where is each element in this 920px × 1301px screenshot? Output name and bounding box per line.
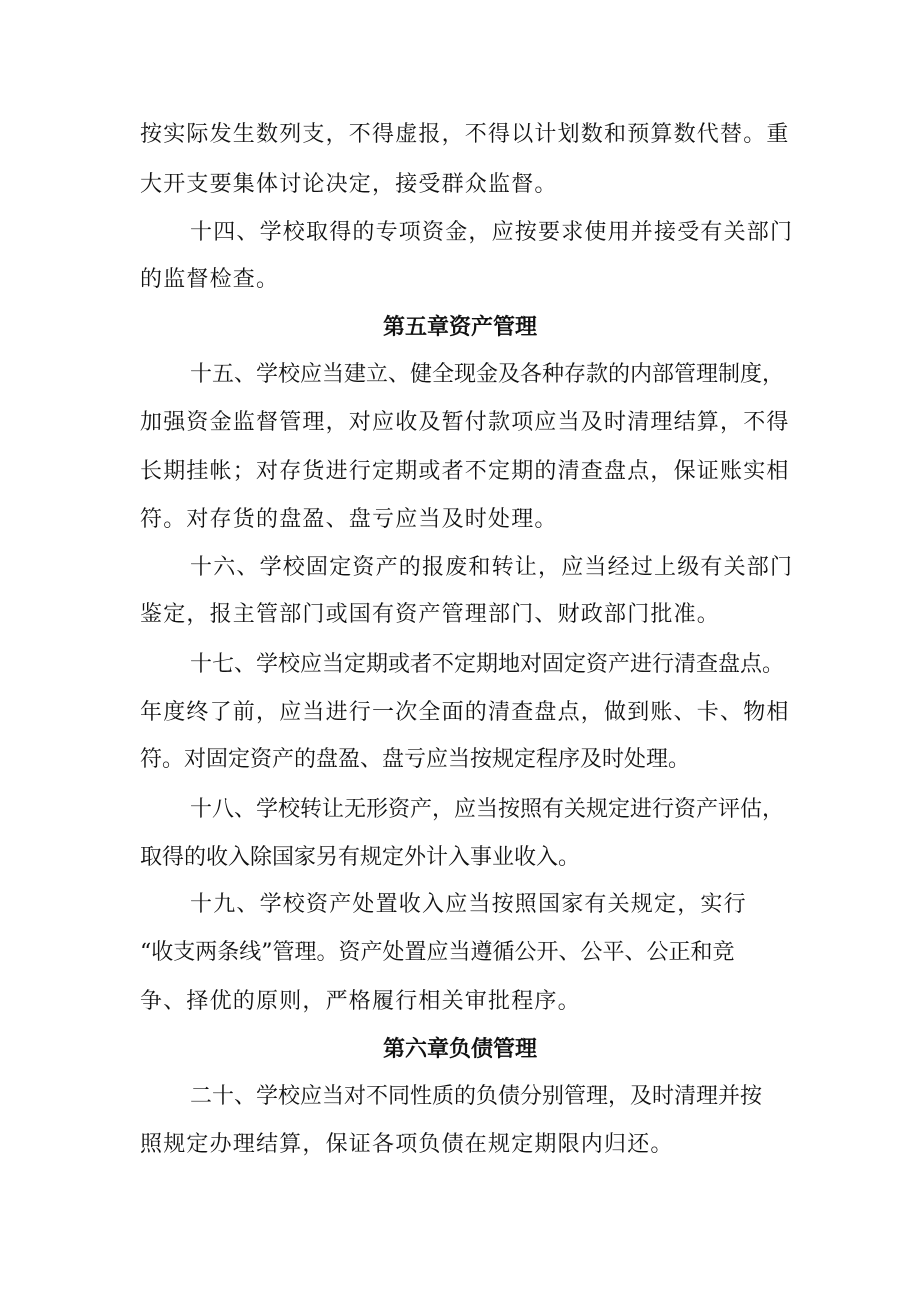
paragraph-line: 的监督检查。	[140, 267, 280, 292]
paragraph-line: 十六、学校固定资产的报废和转让，应当经过上级有关部门	[190, 555, 794, 580]
paragraph-line: 取得的收入除国家另有规定外计入事业收入。	[140, 845, 581, 870]
paragraph-line: 符。对存货的盘盈、盘亏应当及时处理。	[140, 507, 558, 532]
paragraph-line: 按实际发生数列支，不得虚报，不得以计划数和预算数代替。重	[140, 122, 790, 147]
chapter-heading: 第五章资产管理	[382, 315, 537, 340]
paragraph-line: 十九、学校资产处置收入应当按照国家有关规定，实行	[190, 892, 747, 917]
paragraph-line: 十八、学校转让无形资产，应当按照有关规定进行资产评估，	[190, 797, 785, 822]
paragraph-line: 十四、学校取得的专项资金，应按要求使用并接受有关部门	[190, 220, 794, 245]
chapter-heading: 第六章负债管理	[382, 1037, 537, 1062]
paragraph-line: 符。对固定资产的盘盈、盘亏应当按规定程序及时处理。	[140, 747, 691, 772]
paragraph-line: 大开支要集体讨论决定，接受群众监督。	[140, 172, 558, 197]
paragraph-line: 长期挂帐；对存货进行定期或者不定期的清查盘点，保证账实相	[140, 459, 790, 484]
paragraph-line: 照规定办理结算，保证各项负债在规定期限内归还。	[140, 1132, 674, 1157]
paragraph-line: 十七、学校应当定期或者不定期地对固定资产进行清查盘点。	[190, 652, 785, 677]
paragraph-line: 十五、学校应当建立、健全现金及各种存款的内部管理制度，	[190, 362, 785, 387]
paragraph-line: 加强资金监督管理，对应收及暂付款项应当及时清理结算，不得	[140, 410, 790, 435]
paragraph-line: 鉴定，报主管部门或国有资产管理部门、财政部门批准。	[140, 602, 721, 627]
paragraph-line: 争、择优的原则，严格履行相关审批程序。	[140, 989, 581, 1014]
paragraph-line: “收支两条线”管理。资产处置应当遵循公开、公平、公正和竞	[140, 940, 735, 965]
paragraph-line: 二十、学校应当对不同性质的负债分别管理，及时清理并按	[190, 1084, 763, 1109]
paragraph-line: 年度终了前，应当进行一次全面的清查盘点，做到账、卡、物相	[140, 700, 790, 725]
